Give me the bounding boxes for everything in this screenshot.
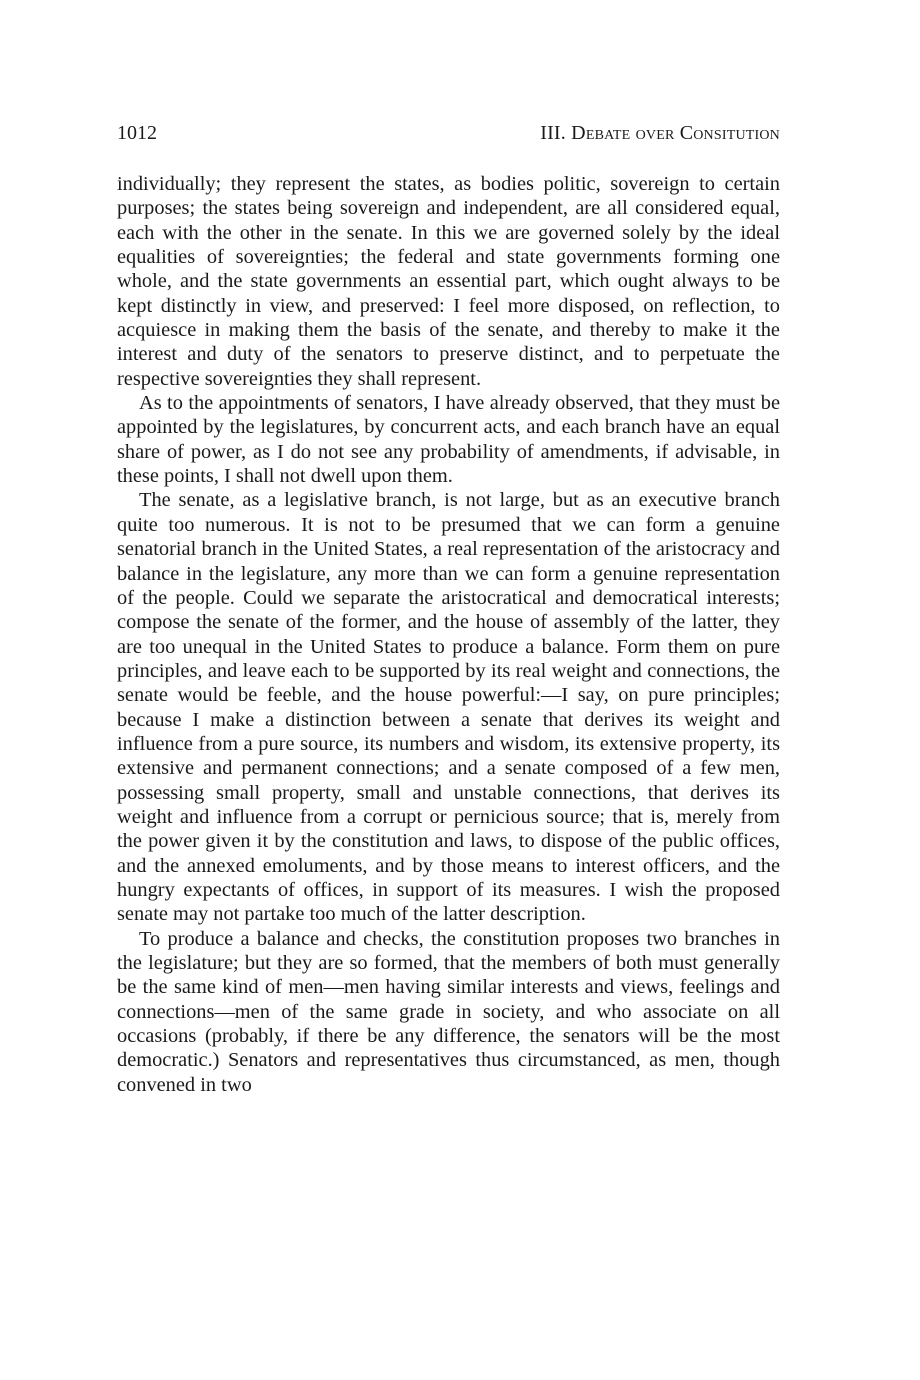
body-text [117,172,780,1097]
page-number: 1012 [117,122,157,144]
running-head [117,118,780,148]
paragraph-continued: individually; they represent the states, as bodies politic, sovereign to certain purposes; the states being sovereign and independent, are all considered equal, each with the other in the senate. In this we are governed solely by the ideal equalities of sovereignties; the federal and state governments forming one whole, and the state governments an essential part, which ought always to be kept distinctly in view, and preserved: I feel more disposed, on reflection, to acquiesce in making them the basis of the senate, and thereby to make it the interest and duty of the senators to preserve distinct, and to perpetuate the respective sovereignties they shall represent. [117,173,780,390]
paragraph-appointments: As to the appointments of senators, I have already observed, that they must be appointed by the legislatures, by concurrent acts, and each branch have an equal share of power, as I do not see any probability of amendments, if advisable, in these points, I shall not dwell upon them. [117,392,780,488]
document-page [117,118,780,1097]
section-title: III. Debate over Consitution [540,122,780,144]
paragraph-senate-branch: The senate, as a legislative branch, is not large, but as an executive branch quite too numerous. It is not to be presumed that we can form a genuine senatorial branch in the United States, a real representation of the aristocracy and balance in the legislature, any more than we can form a genuine representation of the people. Could we separate the aristocratical and democratical interests; compose the senate of the former, and the house of assembly of the latter, they are too unequal in the United States to produce a balance. Form them on pure principles, and leave each to be supported by its real weight and connections, the senate would be feeble, and the house powerful:—I say, on pure principles; because I make a distinction between a senate that derives its weight and influence from a pure source, its numbers and wisdom, its extensive property, its extensive and permanent connections; and a senate composed of a few men, possessing small property, small and unstable connections, that derives its weight and influence from a corrupt or pernicious source; that is, merely from the power given it by the constitution and laws, to dispose of the public offices, and the annexed emoluments, and by those means to interest officers, and the hungry expectants of offices, in support of its measures. I wish the proposed senate may not partake too much of the latter description. [117,489,780,926]
paragraph-balance-checks: To produce a balance and checks, the constitution proposes two branches in the legislature; but they are so formed, that the members of both must generally be the same kind of men—men having similar interests and views, feelings and connections—men of the same grade in society, and who associate on all occasions (probably, if there be any difference, the senators will be the most democratic.) Senators and representatives thus circumstanced, as men, though convened in two [117,927,780,1096]
